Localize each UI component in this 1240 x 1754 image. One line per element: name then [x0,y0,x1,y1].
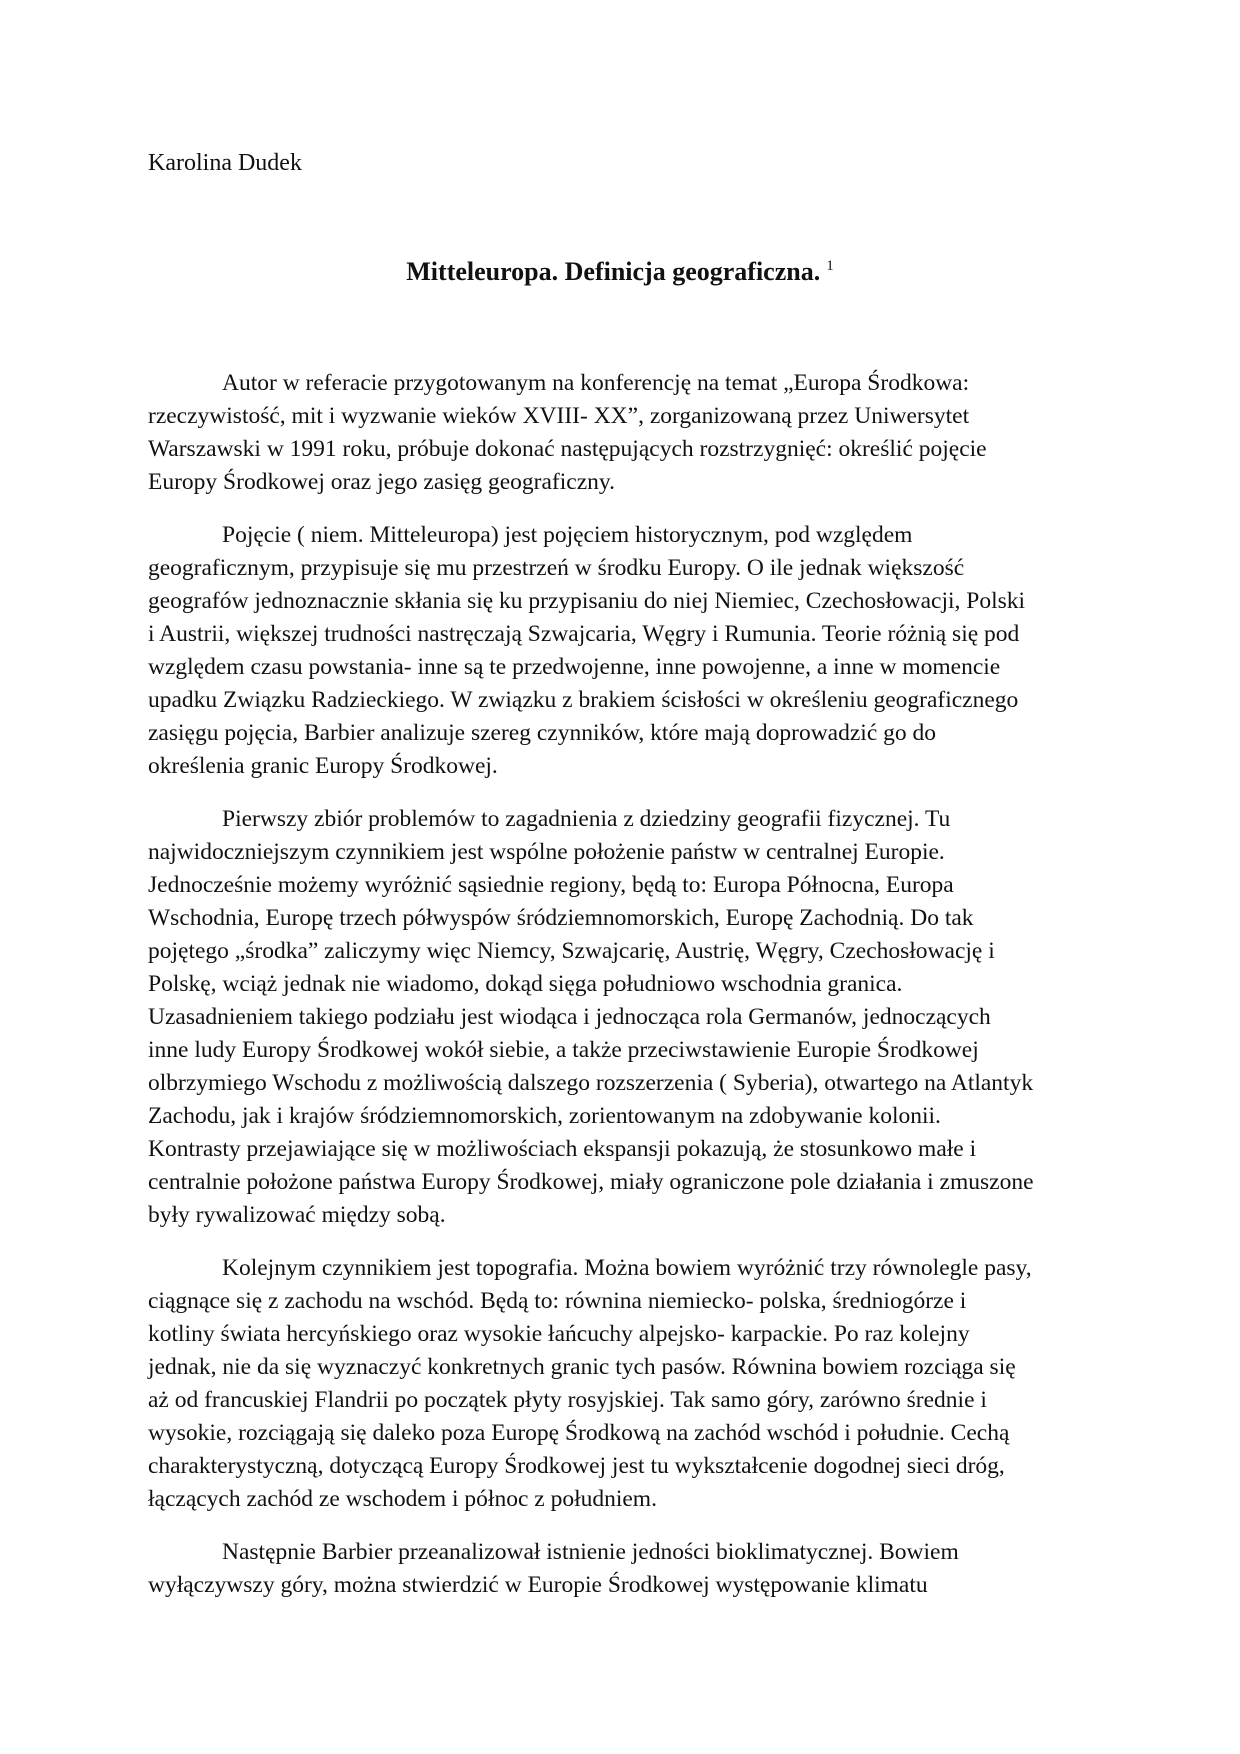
paragraph-line: Kontrasty przejawiające się w możliwościach ekspansji pokazują, że stosunkowo małe i [148,1136,977,1162]
paragraph-line: łączących zachód ze wschodem i północ z południem. [148,1486,657,1512]
paragraph-line: Jednocześnie możemy wyróżnić sąsiednie regiony, będą to: Europa Północna, Europa [148,872,954,898]
paragraph-line: wyłączywszy góry, można stwierdzić w Europie Środkowej występowanie klimatu [148,1572,928,1598]
paragraph-line: Następnie Barbier przeanalizował istnienie jedności bioklimatycznej. Bowiem [222,1539,959,1565]
paragraph-line: centralnie położone państwa Europy Środkowej, miały ograniczone pole działania i zmuszone [148,1169,1034,1195]
paragraph [148,803,1092,1232]
paragraph-line: aż od francuskiej Flandrii po początek płyty rosyjskiej. Tak samo góry, zarówno średnie i [148,1387,987,1413]
document-title [148,255,1092,289]
paragraph-line: rzeczywistość, mit i wyzwanie wieków XVIII- XX”, zorganizowaną przez Uniwersytet [148,403,970,429]
paragraph [148,519,1092,783]
paragraph-line: określenia granic Europy Środkowej. [148,753,498,779]
paragraph-line: Wschodnia, Europę trzech półwyspów śródziemnomorskich, Europę Zachodnią. Do tak [148,905,974,931]
paragraph-line: upadku Związku Radzieckiego. W związku z brakiem ścisłości w określeniu geograficznego [148,687,1019,713]
paragraph-line: geograficznym, przypisuje się mu przestrzeń w środku Europy. O ile jednak większość [148,555,965,581]
paragraph-line: Uzasadnieniem takiego podziału jest wiodąca i jednocząca rola Germanów, jednoczących [148,1004,991,1030]
paragraph-line: kotliny świata hercyńskiego oraz wysokie łańcuchy alpejsko- karpackie. Po raz kolejny [148,1321,970,1347]
paragraph-line: charakterystyczną, dotyczącą Europy Środkowej jest tu wykształcenie dogodnej sieci dróg, [148,1453,1005,1479]
paragraph-line: i Austrii, większej trudności nastręczają Szwajcaria, Węgry i Rumunia. Teorie różnią się pod [148,621,1020,647]
paragraph-line: najwidoczniejszym czynnikiem jest wspólne położenie państw w centralnej Europie. [148,839,945,865]
paragraph-line: inne ludy Europy Środkowej wokół siebie, a także przeciwstawienie Europie Środkowej [148,1037,979,1063]
title-text: Mitteleuropa. Definicja geograficzna. [406,257,821,286]
paragraph-line: względem czasu powstania- inne są te przedwojenne, inne powojenne, a inne w momencie [148,654,1001,680]
paragraph-line: były rywalizować między sobą. [148,1202,446,1228]
paragraph-line: olbrzymiego Wschodu z możliwością dalszego rozszerzenia ( Syberia), otwartego na Atlantyk [148,1070,1034,1096]
paragraph-line: Pojęcie ( niem. Mitteleuropa) jest pojęciem historycznym, pod względem [222,522,913,548]
document-body [148,367,1092,1622]
paragraph-line: Pierwszy zbiór problemów to zagadnienia z dziedziny geografii fizycznej. Tu [222,806,951,832]
paragraph [148,1252,1092,1516]
paragraph-line: Warszawski w 1991 roku, próbuje dokonać następujących rozstrzygnięć: określić pojęcie [148,436,987,462]
paragraph-line: Europy Środkowej oraz jego zasięg geograficzny. [148,469,615,495]
paragraph-line: Zachodu, jak i krajów śródziemnomorskich, zorientowanym na zdobywanie kolonii. [148,1103,941,1129]
paragraph-line: Autor w referacie przygotowanym na konferencję na temat „Europa Środkowa: [222,370,970,396]
paragraph-line: geografów jednoznacznie skłania się ku przypisaniu do niej Niemiec, Czechosłowacji, Polski [148,588,1026,614]
paragraph-line: zasięgu pojęcia, Barbier analizuje szereg czynników, które mają doprowadzić go do [148,720,937,746]
paragraph [148,1536,1092,1602]
paragraph [148,367,1092,499]
author-name: Karolina Dudek [148,150,302,176]
paragraph-line: jednak, nie da się wyznaczyć konkretnych granic tych pasów. Równina bowiem rozciąga się [148,1354,1016,1380]
paragraph-line: Polskę, wciąż jednak nie wiadomo, dokąd sięga południowo wschodnia granica. [148,971,903,997]
paragraph-line: ciągnące się z zachodu na wschód. Będą to: równina niemiecko- polska, średniogórze i [148,1288,967,1314]
footnote-marker: 1 [826,258,834,275]
paragraph-line: Kolejnym czynnikiem jest topografia. Można bowiem wyróżnić trzy równolegle pasy, [222,1255,1032,1281]
paragraph-line: pojętego „środka” zaliczymy więc Niemcy, Szwajcarię, Austrię, Węgry, Czechosłowację i [148,938,995,964]
paragraph-line: wysokie, rozciągają się daleko poza Europę Środkową na zachód wschód i południe. Cechą [148,1420,1010,1446]
